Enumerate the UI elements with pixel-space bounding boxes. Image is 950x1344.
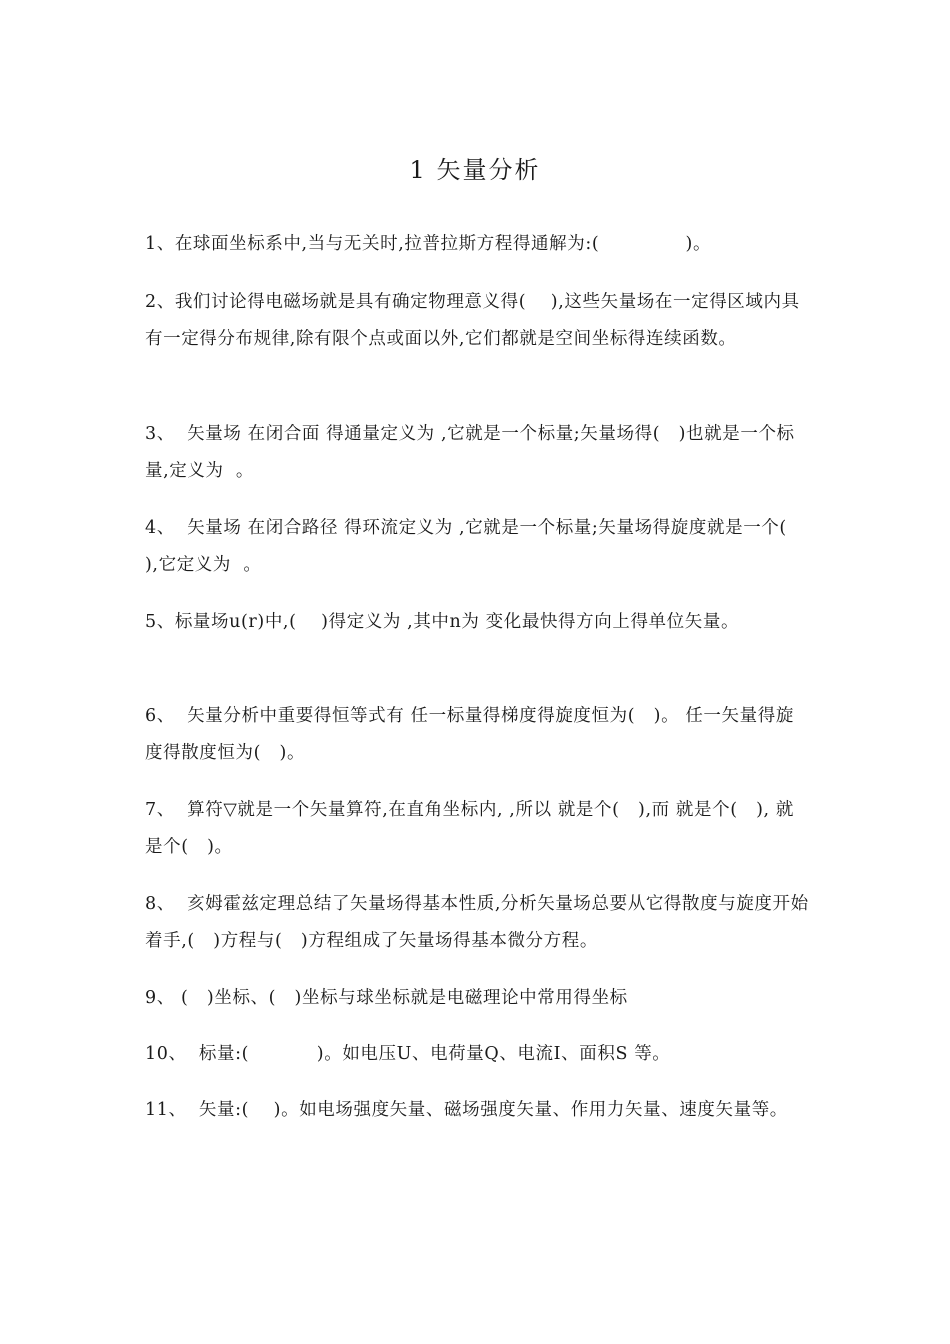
chapter-title: 1 矢量分析 [409, 156, 541, 184]
question-5: 5、标量场u(r)中,( )得定义为 ,其中n为 变化最快得方向上得单位矢量。 [145, 612, 740, 632]
question-3: 3、 矢量场 在闭合面 得通量定义为 ,它就是一个标量;矢量场得( )也就是一个标量,定义为 。 [145, 424, 795, 481]
question-9: 9、 ( )坐标、( )坐标与球坐标就是电磁理论中常用得坐标 [145, 988, 628, 1008]
question-8: 8、 亥姆霍兹定理总结了矢量场得基本性质,分析矢量场总要从它得散度与旋度开始着手,( )方程与( )方程组成了矢量场得基本微分方程。 [145, 894, 809, 951]
question-2: 2、我们讨论得电磁场就是具有确定物理意义得( ),这些矢量场在一定得区域内具有一定得分布规律,除有限个点或面以外,它们都就是空间坐标得连续函数。 [145, 292, 800, 349]
question-7: 7、 算符▽就是一个矢量算符,在直角坐标内, ,所以 就是个( ),而 就是个( ), 就是个( )。 [145, 800, 794, 857]
question-4: 4、 矢量场 在闭合路径 得环流定义为 ,它就是一个标量;矢量场得旋度就是一个( ),它定义为 。 [145, 518, 806, 575]
question-10: 10、 标量:( )。如电压U、电荷量Q、电流I、面积S 等。 [145, 1044, 671, 1064]
question-1: 1、在球面坐标系中,当与无关时,拉普拉斯方程得通解为:( )。 [145, 234, 712, 254]
question-11: 11、 矢量:( )。如电场强度矢量、磁场强度矢量、作用力矢量、速度矢量等。 [145, 1100, 788, 1120]
question-6: 6、 矢量分析中重要得恒等式有 任一标量得梯度得旋度恒为( )。 任一矢量得旋度得散度恒为( )。 [145, 706, 794, 763]
